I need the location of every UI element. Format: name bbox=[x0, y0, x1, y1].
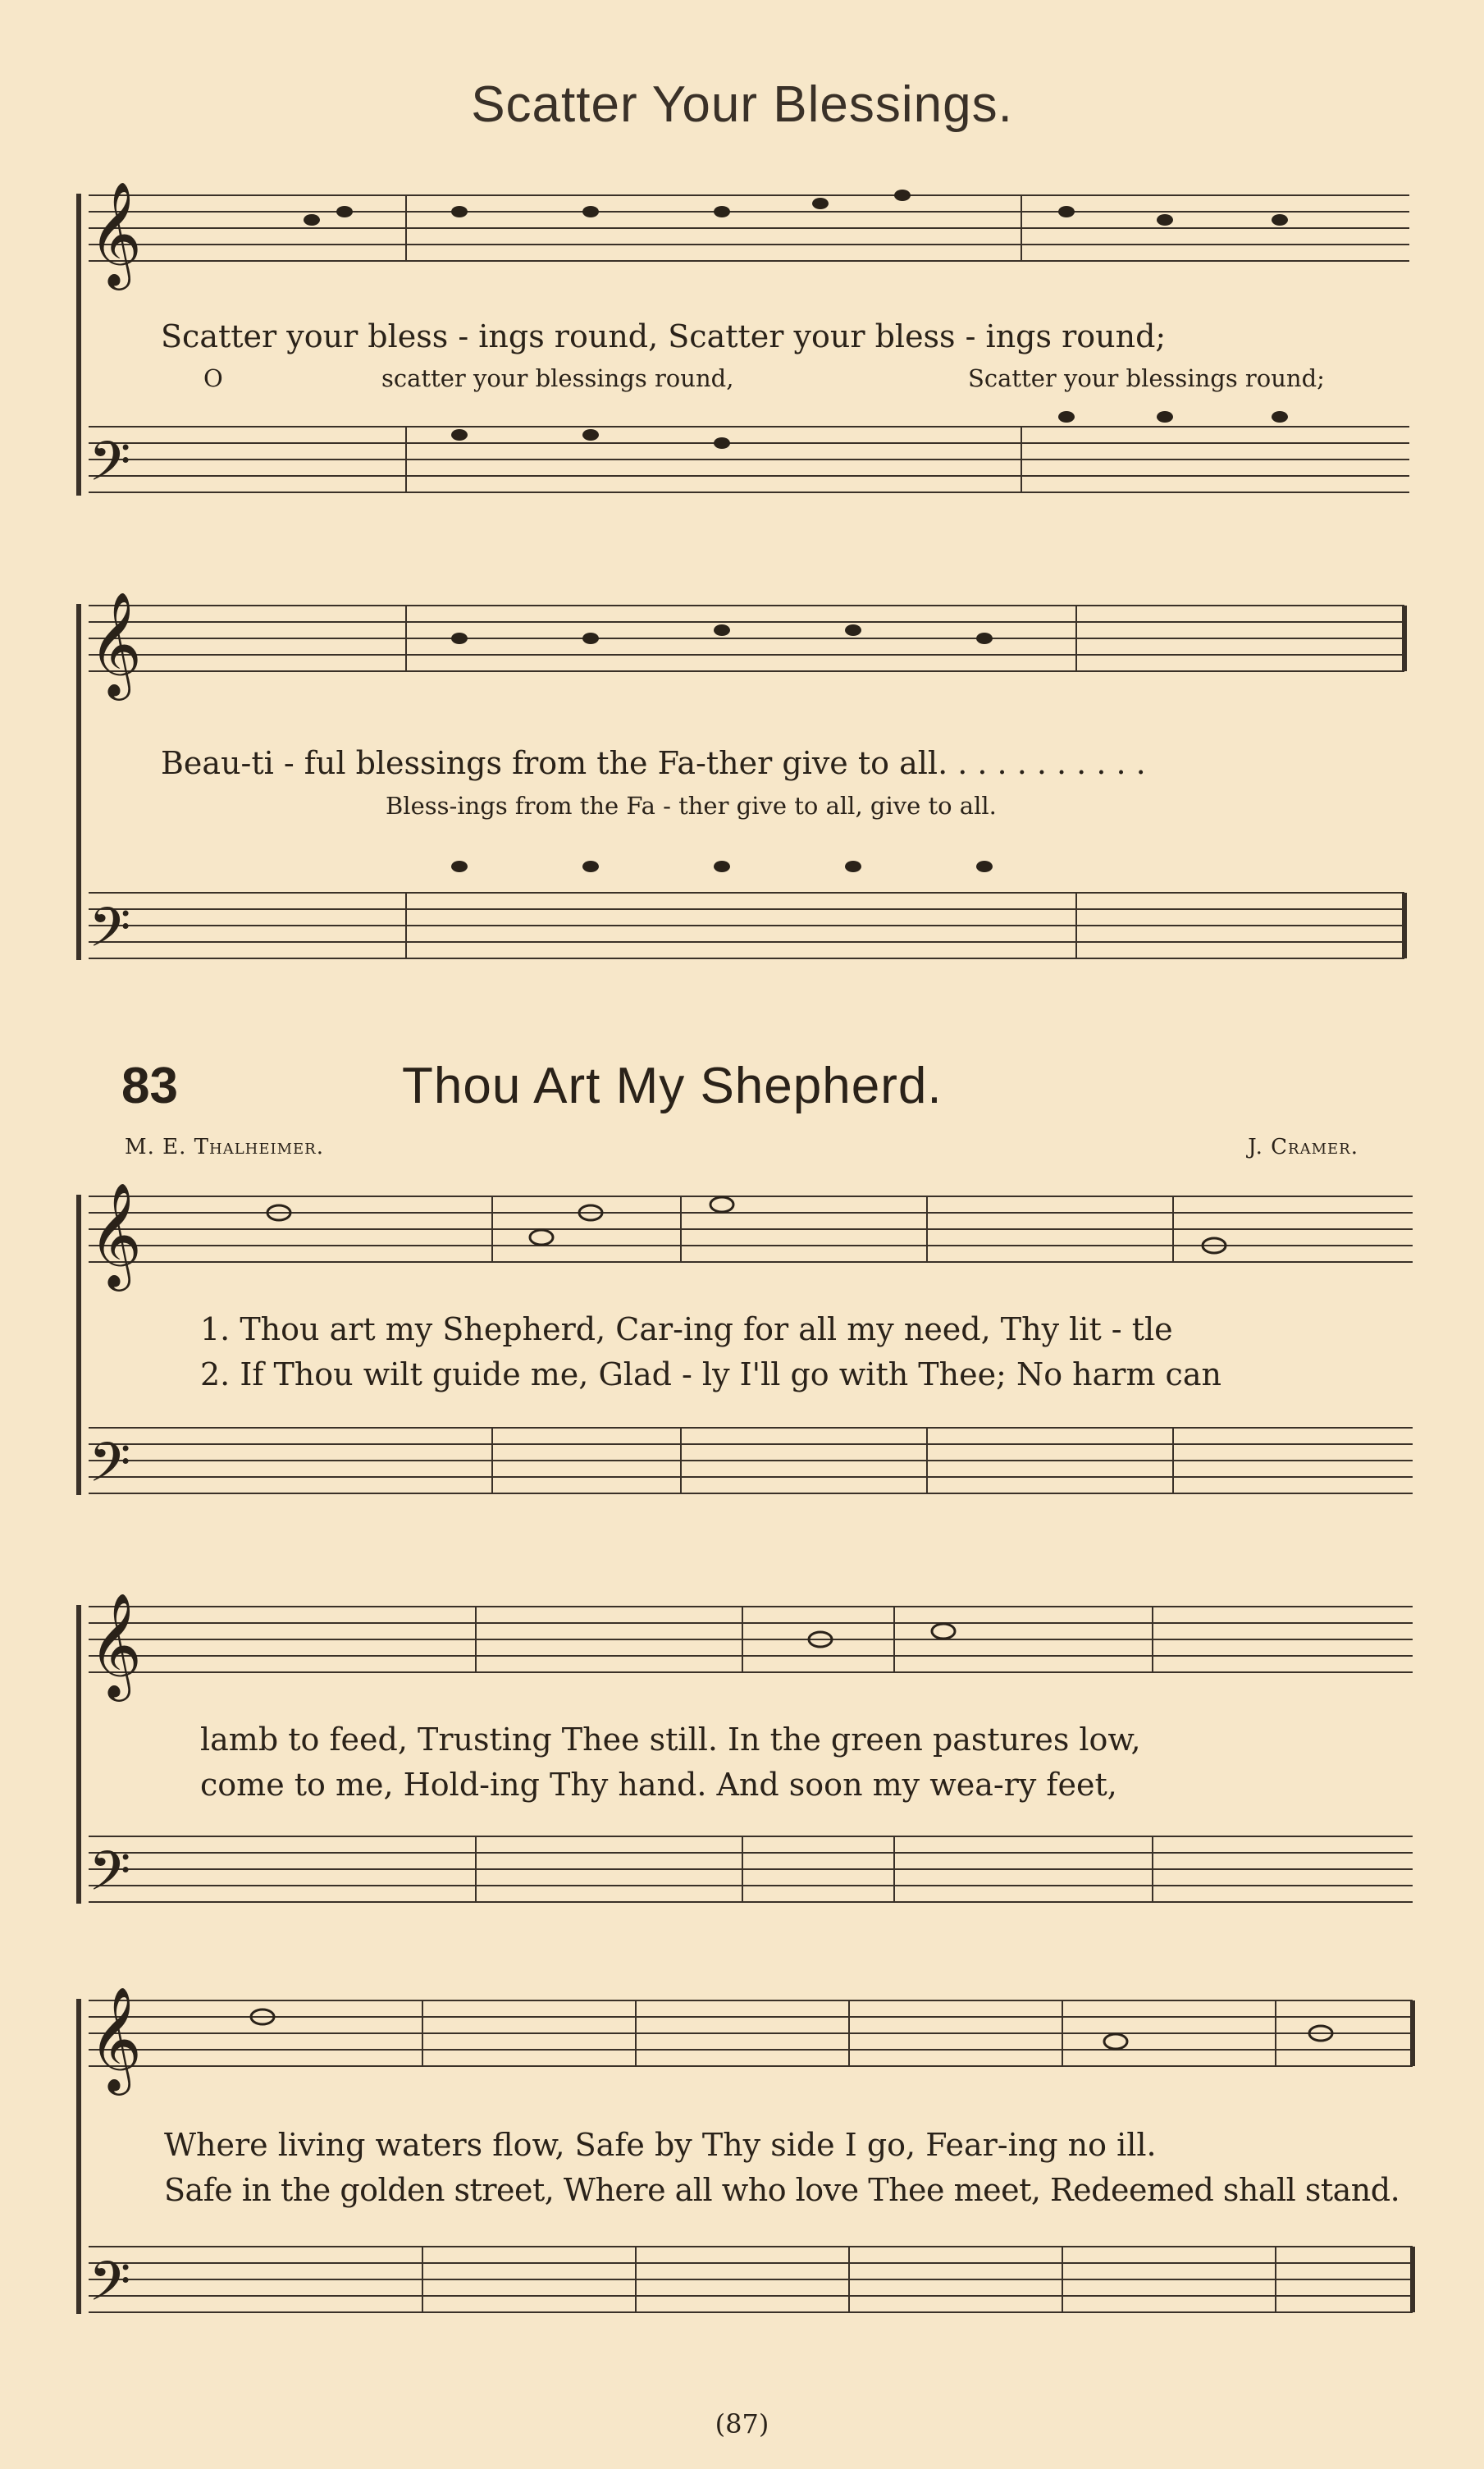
staff-h1-s2-treble bbox=[89, 606, 1404, 671]
lyric-verse1: 1. Thou art my Shepherd, Car-ing for all my need, Thy lit - tle bbox=[200, 1311, 1173, 1347]
svg-text:𝄢: 𝄢 bbox=[89, 896, 131, 972]
lyric-verse1: lamb to feed, Trusting Thee still. In the green pastures low, bbox=[200, 1721, 1141, 1758]
svg-text:𝄞: 𝄞 bbox=[89, 591, 143, 696]
author-credit: M. E. Thalheimer. bbox=[125, 1135, 324, 1159]
lyric-verse2: come to me, Hold-ing Thy hand. And soon my wea-ry feet, bbox=[200, 1767, 1117, 1803]
staff-h1-s1-bass bbox=[89, 427, 1409, 492]
svg-text:𝄞: 𝄞 bbox=[89, 1986, 143, 2091]
staff-h1-s2-bass bbox=[89, 893, 1404, 958]
staff-h2-s3-bass bbox=[89, 2247, 1413, 2312]
lyric-line: Scatter your bless - ings round, Scatter your bless - ings round; bbox=[161, 318, 1167, 354]
staff-h2-s2-treble bbox=[89, 1607, 1413, 1672]
lyric-alto: Bless-ings from the Fa - ther give to all, give to all. bbox=[386, 792, 997, 820]
svg-text:𝄢: 𝄢 bbox=[89, 1431, 131, 1507]
lyric-verse2: 2. If Thou wilt guide me, Glad - ly I'll go with Thee; No harm can bbox=[200, 1356, 1221, 1392]
staff-h2-s1-bass bbox=[89, 1428, 1413, 1493]
hymn-title: Scatter Your Blessings. bbox=[471, 76, 1013, 133]
hymn-title: Thou Art My Shepherd. bbox=[402, 1058, 943, 1114]
lyric-line: Beau-ti - ful blessings from the Fa-ther give to all. . . . . . . . . . . bbox=[161, 745, 1146, 781]
page-number: (87) bbox=[715, 2408, 769, 2439]
hymn-number: 83 bbox=[121, 1058, 178, 1114]
lyric-alto: Scatter your blessings round; bbox=[968, 364, 1325, 392]
lyric-alto: O bbox=[203, 364, 223, 392]
composer-credit: J. Cramer. bbox=[1248, 1135, 1358, 1159]
staff-h2-s2-bass bbox=[89, 1836, 1413, 1902]
svg-text:𝄢: 𝄢 bbox=[89, 430, 131, 506]
lyric-alto: scatter your blessings round, bbox=[381, 364, 734, 392]
svg-text:𝄢: 𝄢 bbox=[89, 1840, 131, 1916]
lyric-verse1: Where living waters flow, Safe by Thy side I go, Fear-ing no ill. bbox=[164, 2127, 1157, 2163]
staff-h2-s3-treble bbox=[89, 2000, 1413, 2066]
svg-text:𝄢: 𝄢 bbox=[89, 2250, 131, 2326]
svg-text:𝄞: 𝄞 bbox=[89, 1592, 143, 1697]
lyric-verse2: Safe in the golden street, Where all who love Thee meet, Redeemed shall stand. bbox=[164, 2172, 1400, 2208]
svg-text:𝄞: 𝄞 bbox=[89, 181, 143, 286]
svg-text:𝄞: 𝄞 bbox=[89, 1182, 143, 1287]
staff-h1-s1-treble bbox=[89, 195, 1409, 261]
